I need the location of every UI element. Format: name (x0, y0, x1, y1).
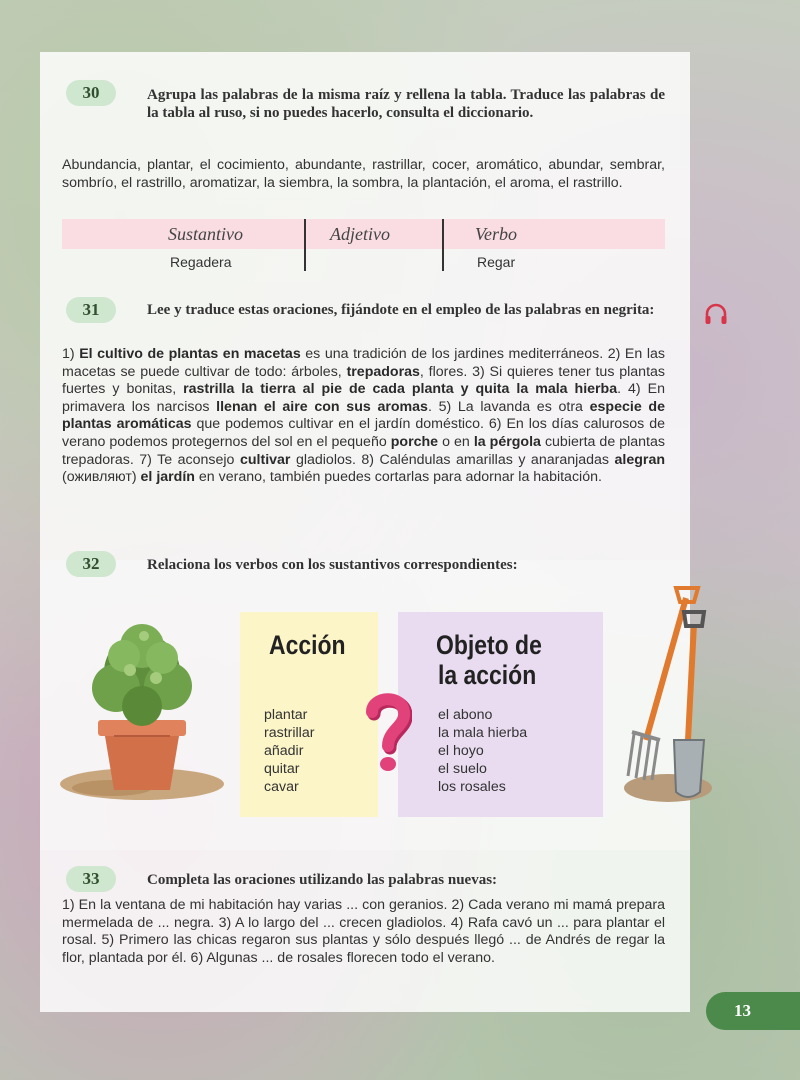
object-item: la mala hierba (438, 725, 528, 741)
table-divider (442, 219, 444, 271)
question-mark-icon (362, 690, 412, 776)
garden-tools-image (618, 580, 730, 808)
bold-phrase: la pérgola (473, 433, 541, 450)
object-title-line-2: la acción (438, 660, 537, 690)
exercise-31-instruction: Lee y traduce estas oraciones, fijándote en el empleo de las palabras en negrita: (147, 302, 655, 318)
text-run: (оживляют) (62, 469, 141, 486)
bold-phrase: rastrilla la tierra al pie de cada planta y quita la mala hierba (183, 381, 618, 398)
object-title-line-1: Objeto de (436, 630, 542, 660)
exercise-32-number: 32 (66, 551, 116, 577)
text-run: que podemos cultivar en el jardín doméstico. 6) En los días calurosos de verano podemos protegernos del sol en el pequeño (62, 416, 665, 450)
table-header-verbo: Verbo (475, 224, 517, 244)
text-run: , flores. 3) Si quieres tener tus plantas fuertes y bonitas, (62, 363, 665, 398)
verb-item: cavar (264, 779, 299, 795)
bold-phrase: cultivar (239, 451, 291, 468)
table-cell: Regadera (170, 254, 232, 270)
potted-plant-image (52, 612, 232, 802)
bold-phrase: especie de plantas aromáticas (62, 398, 665, 433)
bold-phrase: alegran (614, 451, 666, 468)
bold-phrase: llenan el aire con sus aromas (216, 398, 428, 415)
exercise-33-instruction: Completa las oraciones utilizando las palabras nuevas: (147, 872, 498, 888)
verb-item: rastrillar (264, 725, 315, 741)
exercise-30-number: 30 (66, 80, 116, 106)
text-run: cubierta de plantas trepadoras. 7) Te aconsejo (62, 433, 665, 468)
headphones-icon[interactable] (703, 302, 729, 328)
text-run: . 4) En primavera los narcisos (62, 381, 665, 415)
exercise-30-word-list: Abundancia, plantar, el cocimiento, abundante, rastrillar, cocer, aromático, abundar, sembrar, sombrío, el rastrillo, aromatizar, la siembra, la sombra, la plantación, el aroma, el rastrillo. (62, 157, 665, 191)
exercise-33-text: 1) En la ventana de mi habitación hay varias ... con geranios. 2) Cada verano mi mamá prepara mermelada de ... negra. 3) A lo largo del ... crecen gladiolos. 4) Rafa cavó un ... para plantar el rosal. 5) Primero las chicas regaron sus plantas y sólo después llegó ... de Andrés de regar la flor, plantada por él. 6) Algunas ... de rosales florecen todo el verano. (62, 897, 665, 966)
page-panel (40, 52, 690, 1012)
text-run: 1) (62, 346, 80, 362)
table-header-adjetivo: Adjetivo (330, 224, 390, 244)
object-item: el abono (438, 707, 493, 723)
object-item: el suelo (438, 761, 487, 777)
text-run: es una tradición de los jardines mediterráneos. 2) En las macetas se puede cultivar de todo: árboles, (62, 346, 665, 380)
table-cell: Regar (477, 254, 516, 270)
exercise-32-instruction: Relaciona los verbos con los sustantivos correspondientes: (147, 557, 518, 573)
exercise-31-number: 31 (66, 297, 116, 323)
exercise-30-instruction: Agrupa las palabras de la misma raíz y rellena la tabla. Traduce las palabras de la tabla al ruso, si no puedes hacerlo, consulta el diccionario. (147, 87, 665, 121)
text-run: . 5) La lavanda es otra (427, 398, 590, 415)
verb-item: quitar (264, 761, 300, 777)
object-item: los rosales (438, 779, 506, 795)
text-run: gladiolos. 8) Caléndulas amarillas y anaranjadas (290, 451, 615, 468)
text-run: en verano, también puedes cortarlas para adornar la habitación. (194, 469, 602, 486)
verb-item: plantar (264, 707, 308, 723)
table-header-sustantivo: Sustantivo (168, 224, 243, 244)
bold-phrase: El cultivo de plantas en macetas (79, 346, 301, 362)
verb-item: añadir (264, 743, 304, 759)
text-run: o en (438, 433, 474, 450)
object-item: el hoyo (438, 743, 484, 759)
bold-phrase: el jardín (140, 469, 195, 486)
exercise-33-number: 33 (66, 866, 116, 892)
exercise-31-text (62, 346, 665, 487)
bold-phrase: trepadoras (346, 363, 420, 380)
bold-phrase: porche (390, 433, 439, 450)
action-title: Acción (269, 630, 346, 660)
page-number: 13 (706, 992, 800, 1030)
table-divider (304, 219, 306, 271)
